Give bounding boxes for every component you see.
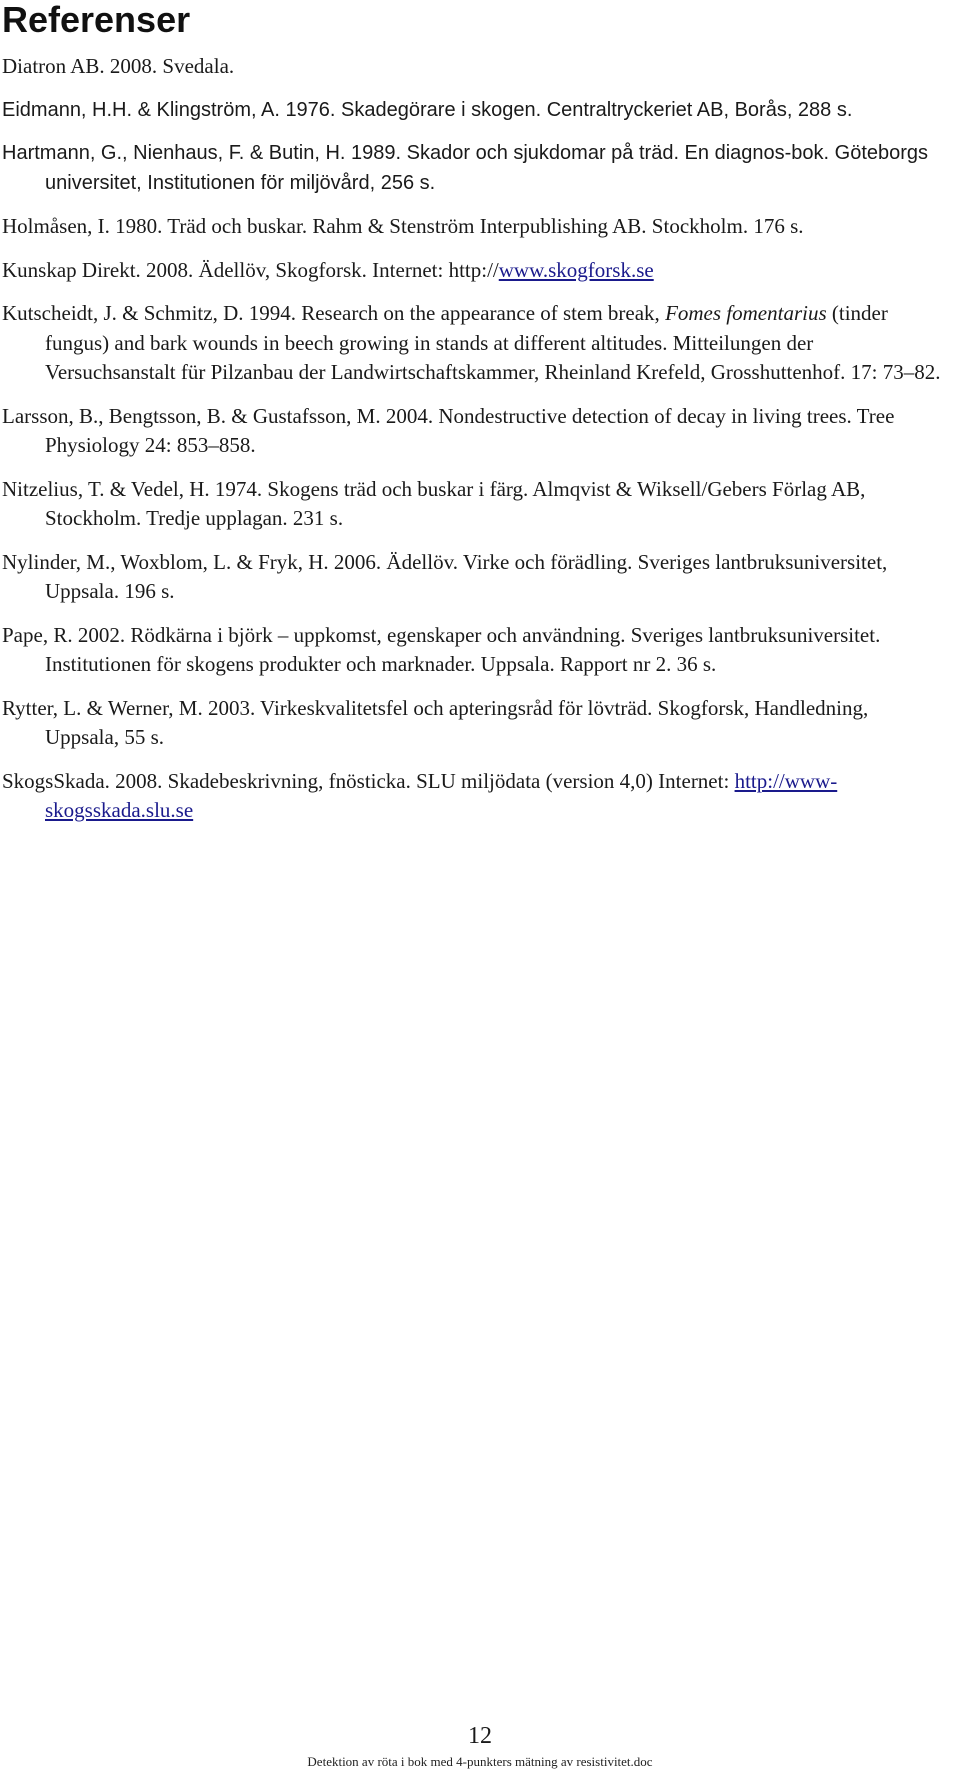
reference-item (2, 402, 947, 461)
reference-item (2, 212, 947, 242)
reference-text: Kunskap Direkt. 2008. Ädellöv, Skogforsk. Internet: http:// (2, 257, 499, 282)
reference-item (2, 96, 947, 126)
reference-text-continued: (tinder fungus) and bark wounds in beech growing in stands at different altitudes. Mitteilungen der Versuchsanstalt für Pilzanbau der Landwirtschaftskammer, Rheinland Krefeld, Grosshuttenhof. 17: 73–82. (45, 301, 941, 384)
skogsskada-link[interactable]: http://www-skogsskada.slu.se (45, 768, 838, 822)
reference-item (2, 621, 947, 680)
reference-text: Eidmann, H.H. & Klingström, A. 1976. Skadegörare i skogen. Centraltryckeriet AB, Borås, 288 s. (2, 98, 853, 121)
reference-item (2, 548, 947, 607)
reference-item (2, 694, 947, 753)
skogforsk-link[interactable]: www.skogforsk.se (498, 257, 654, 282)
reference-text: Diatron AB. 2008. Svedala. (2, 54, 235, 78)
reference-text: Hartmann, G., Nienhaus, F. & Butin, H. 1989. Skador och sjukdomar på träd. En diagnos-bok. Göteborgs universitet, Institutionen för miljövård, 256 s. (2, 142, 929, 194)
reference-item (2, 475, 947, 534)
reference-item (2, 299, 947, 388)
reference-text: Pape, R. 2002. Rödkärna i björk – uppkomst, egenskaper och användning. Sveriges lantbruksuniversitet. Institutionen för skogens produkter och marknader. Uppsala. Rapport nr 2. 36 s. (2, 622, 881, 676)
species-name: Fomes fomentarius (665, 301, 827, 325)
reference-text: Nitzelius, T. & Vedel, H. 1974. Skogens träd och buskar i färg. Almqvist & Wiksell/Gebers Förlag AB, Stockholm. Tredje upplagan. 231 s. (2, 476, 866, 530)
reference-item (2, 52, 947, 82)
reference-item (2, 139, 947, 198)
page-title: Referenser (2, 0, 191, 40)
reference-item (2, 256, 947, 286)
reference-text: Holmåsen, I. 1980. Träd och buskar. Rahm & Stenström Interpublishing AB. Stockholm. 176 s. (2, 214, 804, 238)
reference-text: Nylinder, M., Woxblom, L. & Fryk, H. 2006. Ädellöv. Virke och förädling. Sveriges lantbruksuniversitet, Uppsala. 196 s. (2, 549, 888, 603)
reference-list (2, 52, 947, 840)
reference-text: Larsson, B., Bengtsson, B. & Gustafsson, M. 2004. Nondestructive detection of decay in living trees. Tree Physiology 24: 853–858. (2, 403, 895, 457)
reference-text: Kutscheidt, J. & Schmitz, D. 1994. Research on the appearance of stem break, (2, 301, 666, 325)
page-number: 12 (468, 1723, 492, 1749)
reference-text: Rytter, L. & Werner, M. 2003. Virkeskvalitetsfel och apteringsråd för lövträd. Skogforsk, Handledning, Uppsala, 55 s. (2, 695, 869, 749)
reference-item (2, 767, 947, 826)
reference-text: SkogsSkada. 2008. Skadebeskrivning, fnösticka. SLU miljödata (version 4,0) Internet: (2, 768, 735, 793)
footer-filename: Detektion av röta i bok med 4-punkters mätning av resistivitet.doc (307, 1754, 653, 1769)
